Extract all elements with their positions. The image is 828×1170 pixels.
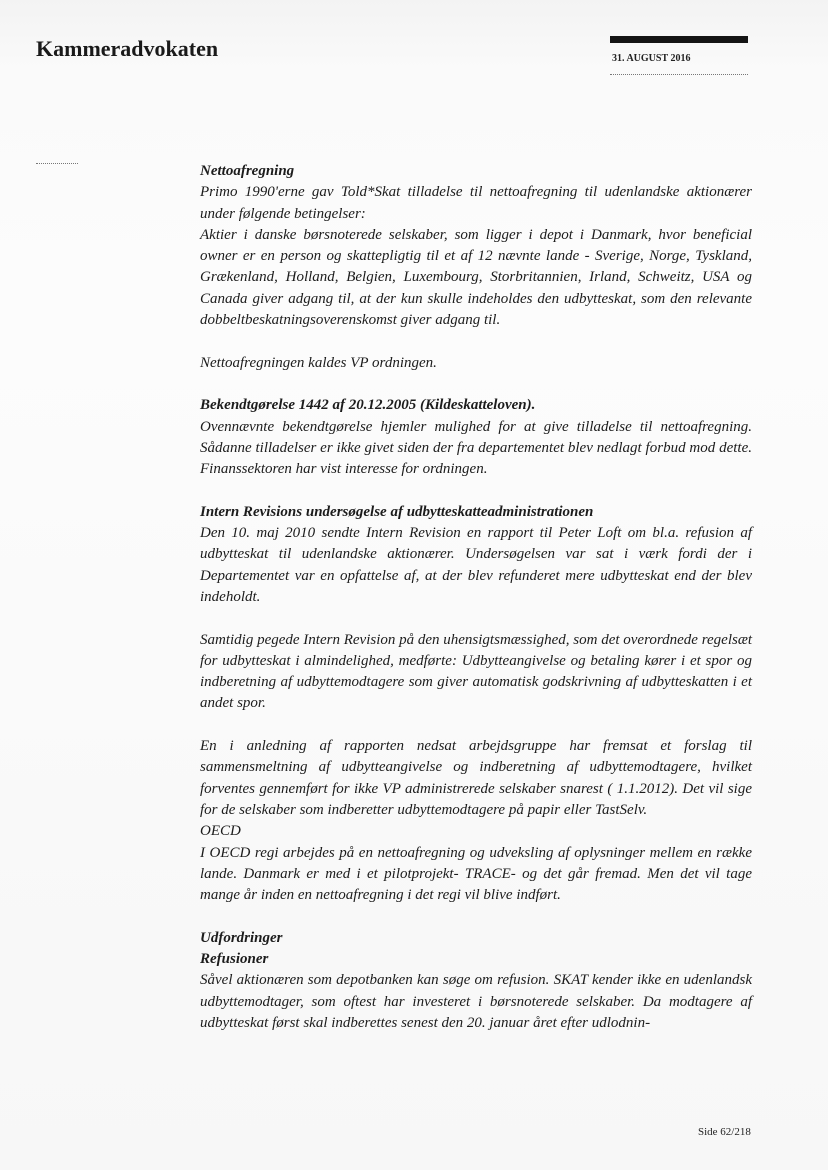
paragraph: Primo 1990'erne gav Told*Skat tilladelse til nettoafregning til udenlandske aktionærer under følgende betingelser: xyxy=(200,184,752,222)
section-heading-oecd: OECD xyxy=(200,823,241,840)
document-body xyxy=(200,161,752,1034)
paragraph: Nettoafregningen kaldes VP ordningen. xyxy=(200,354,437,371)
paragraph: I OECD regi arbejdes på en nettoafregning og udveksling af oplysninger mellem en række lande. Danmark er med i et pilotprojekt- TRACE- og det går fremad. Men det vil tage mange år inden en nettoafregning i det regi vil blive indført. xyxy=(200,844,752,904)
header-bar xyxy=(610,36,748,43)
firm-name: Kammeradvokaten xyxy=(36,36,219,61)
subsection-heading-refusioner: Refusioner xyxy=(200,950,269,967)
paragraph: Ovennævnte bekendtgørelse hjemler mulighed for at give tilladelse til nettoafregning. Sådanne tilladelser er ikke givet siden der fra departementet blev nedlagt forbud mod dette. Finanssektoren har vist interesse for ordningen. xyxy=(200,418,752,478)
paragraph: Såvel aktionæren som depotbanken kan søge om refusion. SKAT kender ikke en udenlandsk udbyttemodtager, som oftest har investeret i børsnoterede selskaber. Da modtagere af udbytteskat først skal indberettes senest den 20. januar året efter udlodnin- xyxy=(200,972,752,1031)
section-heading-udfordringer: Udfordringer xyxy=(200,929,283,946)
paragraph: En i anledning af rapporten nedsat arbejdsgruppe har fremsat et forslag til sammensmeltning af udbytteangivelse og indberetning af udbyttemodtagere, hvilket forventes gennemført for ikke VP administrerede selskaber snarest ( 1.1.2012). Det vil sige for de selskaber som indberetter udbyttemodtagere på papir eller TastSelv. xyxy=(200,738,752,818)
paragraph: Den 10. maj 2010 sendte Intern Revision en rapport til Peter Loft om bl.a. refusion af udbytteskat til udenlandske aktionærer. Undersøgelsen var sat i værk fordi der i Departementet var en opfattelse af, at der blev refunderet mere udbytteskat end der blev indeholdt. xyxy=(200,525,752,605)
paragraph: Samtidig pegede Intern Revision på den uhensigtsmæssighed, som det overordnede regelsæt for udbytteskat i almindelighed, medførte: Udbytteangivelse og betaling kører i et spor og indberetning af udbyttemodtagere som giver automatisk godskrivning af udbytteskatten i et andet spor. xyxy=(200,631,752,712)
page-number: Side 62/218 xyxy=(698,1126,751,1138)
date-divider xyxy=(610,74,748,75)
margin-divider xyxy=(36,163,78,164)
section-heading-bekendtgoerelse: Bekendtgørelse 1442 af 20.12.2005 (Kildeskatteloven). xyxy=(200,397,536,414)
section-heading-nettoafregning: Nettoafregning xyxy=(200,163,295,179)
section-heading-intern-revision: Intern Revisions undersøgelse af udbytteskatteadministrationen xyxy=(200,503,594,520)
document-date: 31. AUGUST 2016 xyxy=(612,53,691,64)
paragraph: Aktier i danske børsnoterede selskaber, som ligger i depot i Danmark, hvor beneficial owner er en person og skattepligtig til et af 12 nævnte lande - Sverige, Norge, Tyskland, Grækenland, Holland, Belgien, Luxembourg, Storbritannien, Irland, Schweitz, USA og Canada giver adgang til, at der kun skulle indeholdes den udbytteskat, som den relevante dobbeltbeskatningsoverenskomst giver adgang til. xyxy=(200,226,752,329)
